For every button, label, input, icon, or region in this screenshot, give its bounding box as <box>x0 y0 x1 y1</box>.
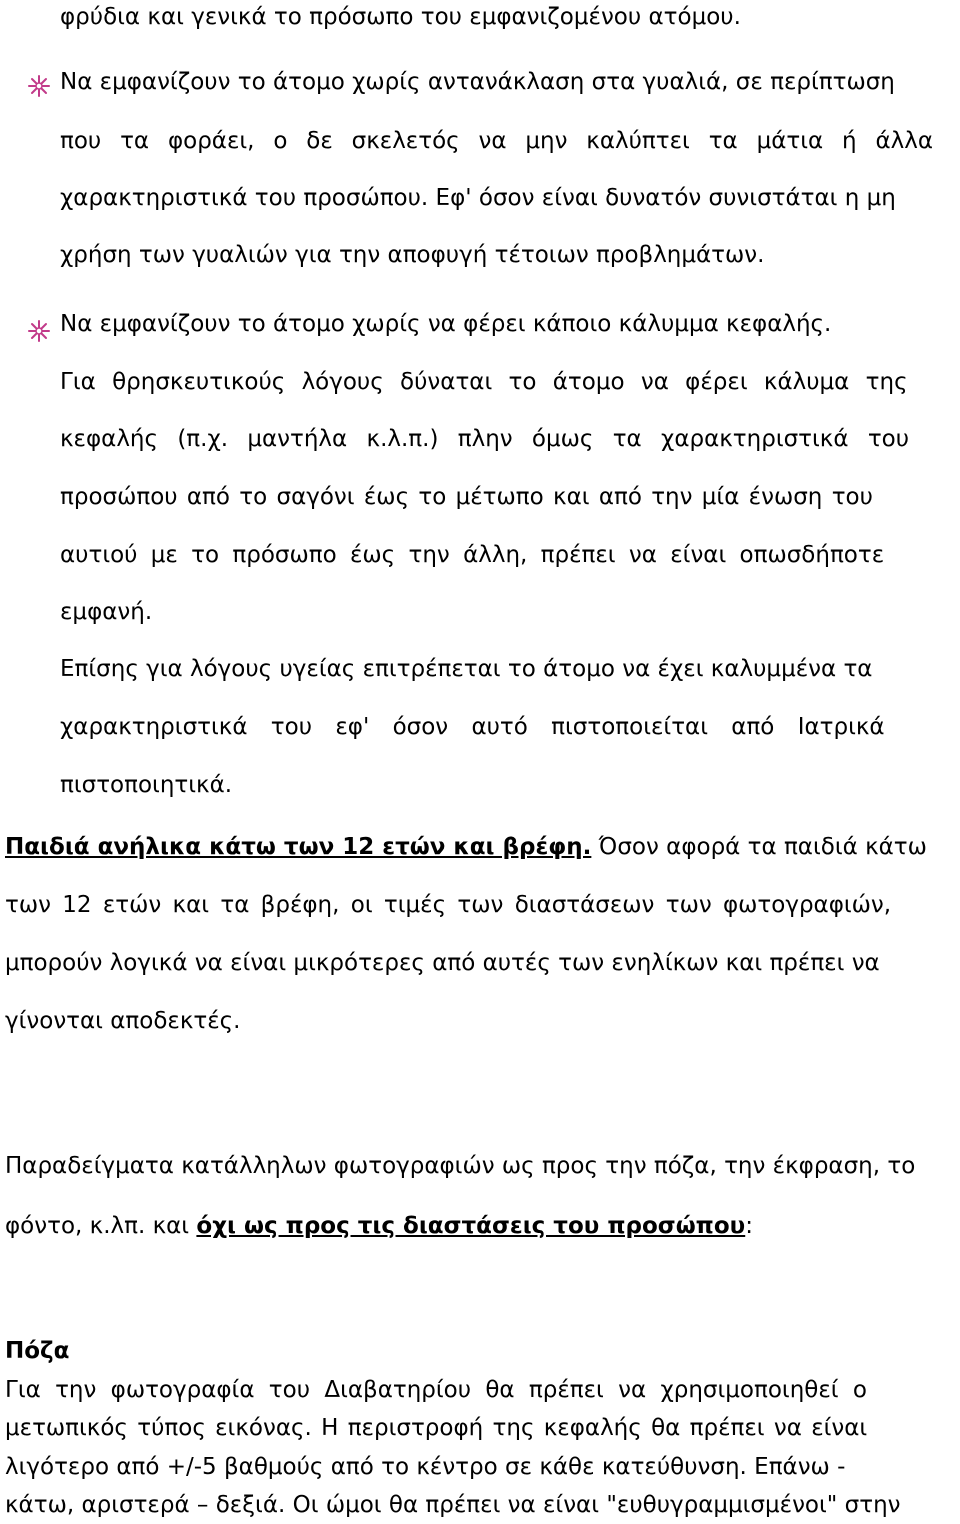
text: Παραδείγματα κατάλληλων φωτογραφιών ως προς την πόζα, την έκφραση, το <box>5 1153 916 1179</box>
paragraph-line <box>5 1413 955 1443</box>
text: Να εμφανίζουν το άτομο χωρίς αντανάκλαση στα γυαλιά, σε περίπτωση <box>60 69 895 95</box>
text: φρύδια και γενικά το πρόσωπο του εμφανιζομένου ατόμου. <box>60 4 741 30</box>
section-heading-children: Παιδιά ανήλικα κάτω των 12 ετών και βρέφη. <box>5 834 592 860</box>
text: χαρακτηριστικά του εφ' όσον αυτό πιστοποιείται από Ιατρικά <box>60 714 885 740</box>
paragraph-line <box>60 183 933 213</box>
paragraph-line <box>60 540 933 570</box>
paragraph-line <box>5 1452 955 1482</box>
text: γίνονται αποδεκτές. <box>5 1008 241 1034</box>
text: Για την φωτογραφία του Διαβατηρίου θα πρέπει να χρησιμοποιηθεί ο <box>5 1377 867 1403</box>
paragraph-line <box>60 367 933 397</box>
text: λιγότερο από +/-5 βαθμούς από το κέντρο σε κάθε κατεύθυνση. Επάνω - <box>5 1454 846 1480</box>
text: αυτιού με το πρόσωπο έως την άλλη, πρέπει να είναι οπωσδήποτε <box>60 542 885 568</box>
text: Επίσης για λόγους υγείας επιτρέπεται το άτομο να έχει καλυμμένα τα <box>60 656 873 682</box>
text: Πόζα <box>5 1338 70 1364</box>
text: προσώπου από το σαγόνι έως το μέτωπο και από την μία ένωση του <box>60 484 873 510</box>
text: κάτω, αριστερά – δεξιά. Οι ώμοι θα πρέπει να είναι "ευθυγραμμισμένοι" στην <box>5 1492 901 1518</box>
text: Όσον αφορά τα παιδιά κάτω <box>598 834 927 860</box>
text: Να εμφανίζουν το άτομο χωρίς να φέρει κάποιο κάλυμμα κεφαλής. <box>60 311 832 337</box>
paragraph-line <box>5 1211 955 1241</box>
text: εμφανή. <box>60 599 153 625</box>
text: μπορούν λογικά να είναι μικρότερες από αυτές των ενηλίκων και πρέπει να <box>5 950 880 976</box>
paragraph-line <box>60 654 933 684</box>
text: χαρακτηριστικά του προσώπου. Εφ' όσον είναι δυνατόν συνιστάται η μη <box>60 185 896 211</box>
emphasis-text: όχι ως προς τις διαστάσεις του προσώπου <box>196 1213 746 1239</box>
text: : <box>745 1213 753 1239</box>
paragraph-line <box>5 832 955 862</box>
text: που τα φοράει, ο δε σκελετός να μην καλύπτει τα μάτια ή άλλα <box>60 128 933 154</box>
text: μετωπικός τύπος εικόνας. Η περιστροφή της κεφαλής θα πρέπει να είναι <box>5 1415 868 1441</box>
section-heading-pose <box>5 1336 955 1366</box>
text: των 12 ετών και τα βρέφη, οι τιμές των διαστάσεων των φωτογραφιών, <box>5 892 892 918</box>
text: χρήση των γυαλιών για την αποφυγή τέτοιων προβλημάτων. <box>60 242 765 268</box>
paragraph-line <box>5 1490 955 1520</box>
text: κεφαλής (π.χ. μαντήλα κ.λ.π.) πλην όμως τα χαρακτηριστικά του <box>60 426 910 452</box>
paragraph-line <box>60 309 933 339</box>
pink-asterisk-bullet-icon <box>27 319 51 343</box>
paragraph-line <box>5 1151 955 1181</box>
paragraph-line <box>60 597 933 627</box>
paragraph-line <box>60 770 933 800</box>
text: φόντο, κ.λπ. και <box>5 1213 190 1239</box>
paragraph-line <box>5 948 955 978</box>
paragraph-line <box>60 126 933 156</box>
paragraph-line <box>60 482 933 512</box>
pink-asterisk-bullet-icon <box>27 74 51 98</box>
paragraph-line <box>5 890 955 920</box>
paragraph-line <box>60 2 940 32</box>
text: πιστοποιητικά. <box>60 772 233 798</box>
paragraph-line <box>60 67 933 97</box>
paragraph-line <box>60 712 933 742</box>
text: Για θρησκευτικούς λόγους δύναται το άτομο να φέρει κάλυμα της <box>60 369 908 395</box>
paragraph-line <box>5 1006 955 1036</box>
paragraph-line <box>60 240 933 270</box>
paragraph-line <box>60 424 933 454</box>
paragraph-line <box>5 1375 955 1405</box>
